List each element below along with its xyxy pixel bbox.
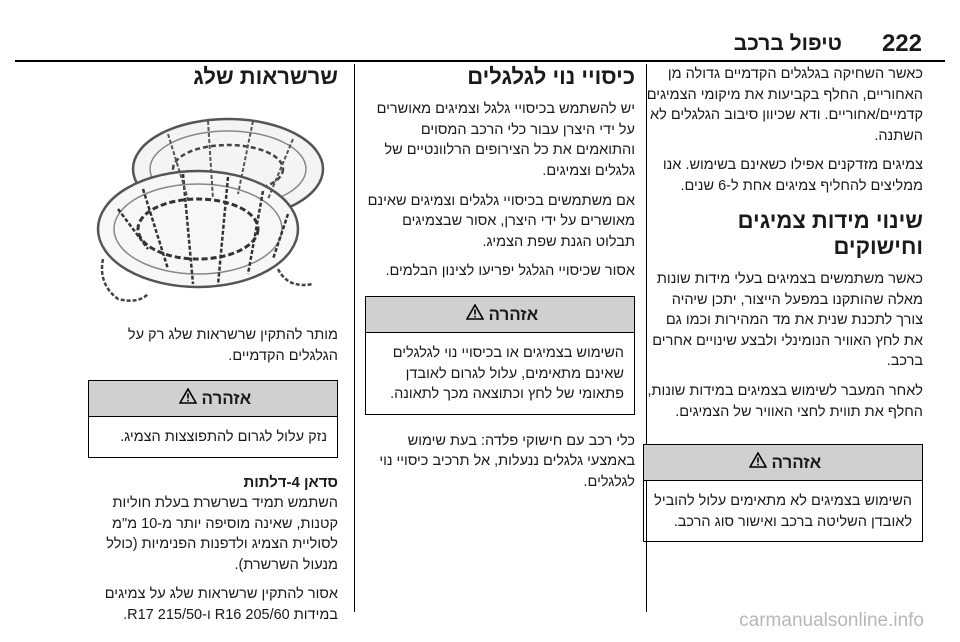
snow-chains-text-2: אסור להתקין שרשראות שלג על צמיגים במידות R16 205/60 ו-R17 215/50. [104, 586, 338, 623]
warning-box [88, 380, 338, 458]
page-header [0, 26, 960, 62]
warning-header [89, 381, 337, 417]
warning-box [365, 296, 635, 415]
middle-column [365, 64, 635, 501]
tire-size-text-1: כאשר משתמשים בצמיגים בעלי מידות שונות מאלה שהותקנו במפעל הייצור, יתכן שיהיה צורך לתכנת שנית את מד המהירות וכמו גם את לחץ האוויר הנומינלי ולבצע שינויים אחרים ברכב. [652, 271, 923, 370]
warning-title: אזהרה [201, 389, 252, 409]
wheel-covers-text-3: אסור שכיסויי הגלגל יפריעו לצינון הבלמים. [385, 263, 635, 280]
warning-text: נזק עלול לגרום להתפוצצות הצמיג. [120, 429, 327, 446]
watermark: carmanualsonline.info [739, 610, 924, 631]
tire-size-text-2: לאחר המעבר לשימוש בצמיגים במידות שונות, החלף את תווית לחצי האוויר של הצמיגים. [647, 382, 923, 420]
snow-chain-illustration [88, 99, 338, 311]
warning-text: השימוש בצמיגים או בכיסויי נוי לגלגלים שאינם מתאימים, עלול לגרום לאובדן פתאומי של לחץ וכתוצאה מכך לתאונה. [390, 344, 624, 403]
warning-triangle-icon [749, 452, 767, 473]
header-divider [15, 60, 945, 62]
column-divider-left [354, 64, 355, 612]
warning-header [644, 445, 922, 481]
warning-text: השימוש בצמיגים לא מתאימים עלול להוביל לאובדן השליטה ברכב ואישור סוג הרכב. [654, 493, 912, 530]
snow-chains-text-1: השתמש תמיד בשרשרת בעלת חוליות קטנות, שאינה מוסיפה יותר מ-10 מ"מ לסוליית הצמיג ולדפנות הפנימיות (כולל מנעול השרשרת). [106, 495, 338, 573]
page-number: 222 [881, 30, 922, 57]
wheel-covers-text-1: יש להשתמש בכיסויי גלגל וצמיגים מאושרים על ידי היצרן עבור כלי הרכב המסוים והתואמים את כל הצירופים הרלוונטיים של גלגלים וצמיגים. [376, 101, 635, 180]
warning-triangle-icon [466, 304, 484, 325]
warning-triangle-icon [179, 388, 197, 409]
sedan-heading: סדאן 4-דלתות [243, 474, 338, 492]
steel-rims-text: כלי רכב עם חישוקי פלדה: בעת שימוש באמצעי גלגלים ננעלות, אל תרכיב כיסויי נוי לגלגלים. [379, 432, 635, 490]
snow-chains-heading: שרשראות שלג [193, 64, 338, 89]
warning-box [643, 444, 923, 542]
warning-title: אזהרה [771, 453, 822, 473]
right-column [643, 64, 923, 558]
section-title: טיפול ברכב [733, 32, 842, 55]
wheel-covers-text-2: אם משתמשים בכיסויי גלגלים וצמיגים שאינם מאושרים על ידי היצרן, אסור שבצמיגים תבלוט הגנת שפת הצמיג. [367, 192, 635, 250]
wheel-covers-heading: כיסויי נוי לגלגלים [467, 64, 635, 89]
snow-chains-caption: מותר להתקין שרשראות שלג רק על הגלגלים הקדמיים. [127, 327, 338, 364]
warning-header [366, 297, 634, 333]
tire-rotation-text: כאשר השחיקה בגלגלים הקדמיים גדולה מן האחוריים, החלף בקביעות את מיקומי הצמיגים קדמיים/אחוריים. ודא שכיוון סיבוב הגלגלים לא השתנה. [646, 66, 923, 144]
tire-aging-text: צמיגים מזדקנים אפילו כשאינם בשימוש. אנו ממליצים להחליף צמיגים אחת ל-6 שנים. [662, 157, 923, 194]
tire-size-heading: שינוי מידות צמיגים וחישוקים [737, 208, 923, 259]
left-column [88, 64, 338, 635]
warning-title: אזהרה [488, 304, 539, 324]
